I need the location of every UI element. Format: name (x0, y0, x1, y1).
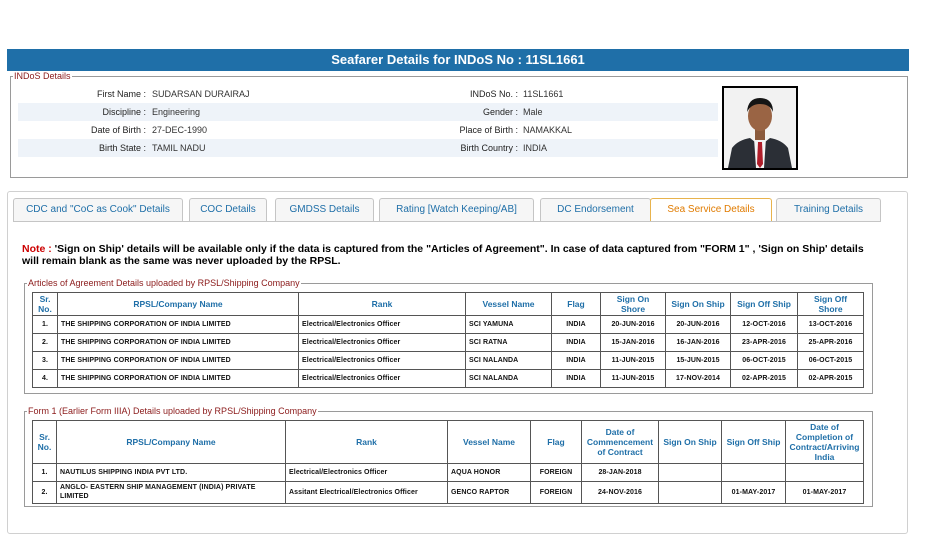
table-cell: 15-JUN-2015 (666, 352, 731, 370)
table-header-row (33, 293, 864, 316)
articles-table (32, 292, 864, 388)
tab-rating-details[interactable]: Rating [Watch Keeping/AB] (379, 198, 534, 222)
birth-state-value: TAMIL NADU (152, 143, 206, 153)
first-name-value: SUDARSAN DURAIRAJ (152, 89, 250, 99)
table-cell: 28-JAN-2018 (582, 464, 659, 482)
dob-value: 27-DEC-1990 (152, 125, 208, 135)
table-row (33, 370, 864, 388)
table-cell: Electrical/Electronics Officer (299, 316, 466, 334)
table-header-row (33, 421, 864, 464)
tab-coc-details[interactable]: COC Details (189, 198, 267, 222)
table-cell: 3. (33, 352, 58, 370)
table-cell: ANGLO- EASTERN SHIP MANAGEMENT (INDIA) PRIVATE LIMITED (57, 482, 286, 504)
tab-gmdss-details[interactable]: GMDSS Details (275, 198, 374, 222)
gender-label: Gender : (482, 107, 518, 117)
sign-on-note (22, 243, 880, 267)
column-header: Rank (286, 421, 448, 464)
table-cell: SCI NALANDA (466, 352, 552, 370)
table-cell: 2. (33, 482, 57, 504)
birth-country-value: INDIA (523, 143, 548, 153)
table-row (33, 352, 864, 370)
tab-sea-service-details[interactable]: Sea Service Details (650, 198, 772, 222)
place-of-birth-label: Place of Birth : (459, 125, 518, 135)
table-cell: 06-OCT-2015 (731, 352, 798, 370)
detail-row (18, 121, 718, 139)
table-cell: SCI NALANDA (466, 370, 552, 388)
column-header: RPSL/Company Name (58, 293, 299, 316)
column-header: Sign On Shore (601, 293, 666, 316)
first-name-label: First Name : (96, 89, 146, 99)
table-cell (786, 464, 864, 482)
table-cell: THE SHIPPING CORPORATION OF INDIA LIMITED (58, 370, 299, 388)
table-row (33, 334, 864, 352)
table-cell: INDIA (552, 352, 601, 370)
table-cell: THE SHIPPING CORPORATION OF INDIA LIMITED (58, 334, 299, 352)
form1-table (32, 420, 864, 504)
table-cell: 11-JUN-2015 (601, 352, 666, 370)
table-cell: 01-MAY-2017 (786, 482, 864, 504)
table-cell: Assitant Electrical/Electronics Officer (286, 482, 448, 504)
form1-legend: Form 1 (Earlier Form IIIA) Details uploaded by RPSL/Shipping Company (28, 406, 317, 416)
table-row (33, 482, 864, 504)
table-cell: 16-JAN-2016 (666, 334, 731, 352)
table-cell: INDIA (552, 370, 601, 388)
tab-cdc-details[interactable]: CDC and "CoC as Cook" Details (13, 198, 183, 222)
table-cell: SCI RATNA (466, 334, 552, 352)
indos-details-legend: INDoS Details (14, 71, 71, 81)
column-header: Date of Commencement of Contract (582, 421, 659, 464)
table-row (33, 316, 864, 334)
seafarer-photo (722, 86, 798, 170)
table-cell: Electrical/Electronics Officer (286, 464, 448, 482)
column-header: Flag (552, 293, 601, 316)
table-cell: 12-OCT-2016 (731, 316, 798, 334)
table-cell: 20-JUN-2016 (666, 316, 731, 334)
table-cell: 20-JUN-2016 (601, 316, 666, 334)
detail-row (18, 85, 718, 103)
table-cell: 15-JAN-2016 (601, 334, 666, 352)
gender-value: Male (523, 107, 543, 117)
indos-no-value: 11SL1661 (523, 89, 564, 99)
column-header: Flag (531, 421, 582, 464)
column-header: Sr. No. (33, 421, 57, 464)
table-cell: 11-JUN-2015 (601, 370, 666, 388)
column-header: Sign Off Shore (798, 293, 864, 316)
column-header: RPSL/Company Name (57, 421, 286, 464)
table-cell: THE SHIPPING CORPORATION OF INDIA LIMITED (58, 316, 299, 334)
column-header: Rank (299, 293, 466, 316)
detail-row (18, 139, 718, 157)
table-cell: Electrical/Electronics Officer (299, 352, 466, 370)
detail-row (18, 103, 718, 121)
column-header: Sign Off Ship (731, 293, 798, 316)
table-cell: 23-APR-2016 (731, 334, 798, 352)
column-header: Vessel Name (448, 421, 531, 464)
table-cell: GENCO RAPTOR (448, 482, 531, 504)
table-cell: 2. (33, 334, 58, 352)
discipline-value: Engineering (152, 107, 201, 117)
table-cell: 17-NOV-2014 (666, 370, 731, 388)
table-cell: 24-NOV-2016 (582, 482, 659, 504)
column-header: Sr. No. (33, 293, 58, 316)
indos-no-label: INDoS No. : (469, 89, 518, 99)
tab-divider (13, 221, 880, 222)
table-cell: 1. (33, 464, 57, 482)
table-cell (659, 482, 722, 504)
table-cell: Electrical/Electronics Officer (299, 370, 466, 388)
table-cell: NAUTILUS SHIPPING INDIA PVT LTD. (57, 464, 286, 482)
table-cell (659, 464, 722, 482)
table-cell: 13-OCT-2016 (798, 316, 864, 334)
note-label: Note : (22, 243, 52, 255)
table-cell: FOREIGN (531, 482, 582, 504)
articles-legend: Articles of Agreement Details uploaded by RPSL/Shipping Company (28, 278, 300, 288)
column-header: Sign Off Ship (722, 421, 786, 464)
page-title: Seafarer Details for INDoS No : 11SL1661 (7, 49, 909, 71)
table-cell: FOREIGN (531, 464, 582, 482)
table-cell: 4. (33, 370, 58, 388)
table-cell: AQUA HONOR (448, 464, 531, 482)
column-header: Vessel Name (466, 293, 552, 316)
column-header: Date of Completion of Contract/Arriving India (786, 421, 864, 464)
table-cell: Electrical/Electronics Officer (299, 334, 466, 352)
discipline-label: Discipline : (102, 107, 146, 117)
tab-training-details[interactable]: Training Details (776, 198, 881, 222)
table-row (33, 464, 864, 482)
table-cell: 02-APR-2015 (731, 370, 798, 388)
tab-dc-endorsement[interactable]: DC Endorsement (540, 198, 651, 222)
table-cell: INDIA (552, 316, 601, 334)
birth-country-label: Birth Country : (460, 143, 518, 153)
column-header: Sign On Ship (666, 293, 731, 316)
column-header: Sign On Ship (659, 421, 722, 464)
table-cell: 02-APR-2015 (798, 370, 864, 388)
table-cell: SCI YAMUNA (466, 316, 552, 334)
table-cell: 25-APR-2016 (798, 334, 864, 352)
dob-label: Date of Birth : (90, 125, 146, 135)
table-cell (722, 464, 786, 482)
table-cell: INDIA (552, 334, 601, 352)
person-photo-icon (724, 88, 796, 168)
birth-state-label: Birth State : (98, 143, 146, 153)
note-text: 'Sign on Ship' details will be available only if the data is captured from the "Articles of Agreement". In case of data captured from "FORM 1" , 'Sign on Ship' details will remain blank as the same was never uploaded by the RPSL. (22, 243, 864, 267)
table-cell: THE SHIPPING CORPORATION OF INDIA LIMITED (58, 352, 299, 370)
table-cell: 01-MAY-2017 (722, 482, 786, 504)
place-of-birth-value: NAMAKKAL (523, 125, 573, 135)
table-cell: 06-OCT-2015 (798, 352, 864, 370)
table-cell: 1. (33, 316, 58, 334)
